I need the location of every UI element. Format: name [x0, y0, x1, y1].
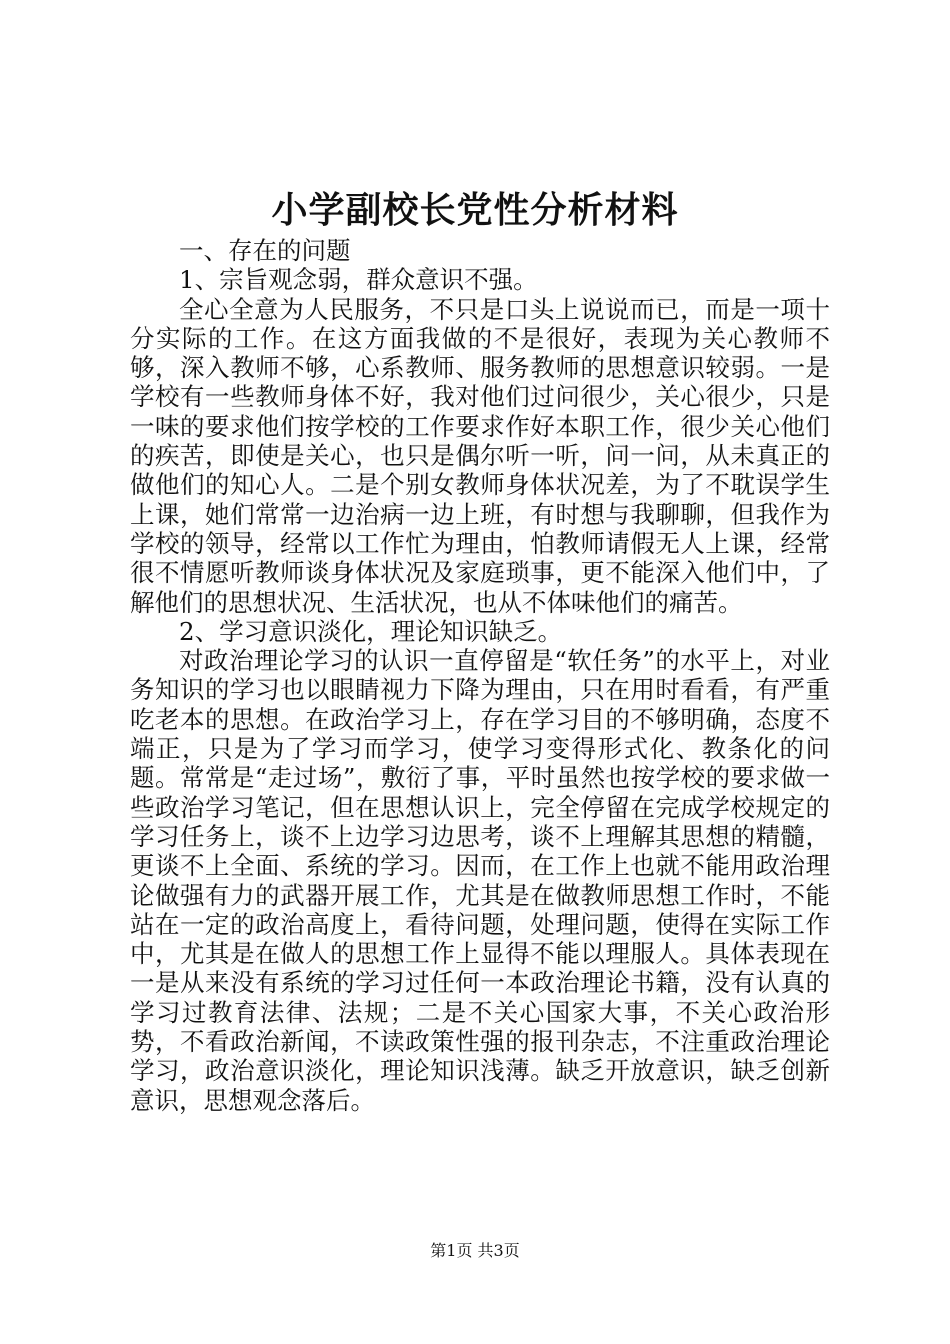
document-title: 小学副校长党性分析材料	[271, 189, 679, 231]
section-heading: 一、存在的问题	[179, 236, 351, 265]
document-body	[130, 236, 830, 1115]
body-paragraph: 对政治理论学习的认识一直停留是“软任务”的水平上，对业务知识的学习也以眼睛视力下降为理由，只在用时看看，有严重吃老本的思想。在政治学习上，存在学习目的不够明确，态度不端正，只是为了学习而学习，使学习变得形式化、教条化的问题。常常是“走过场”，敷衍了事，平时虽然也按学校的要求做一些政治学习笔记，但在思想认识上，完全停留在完成学校规定的学习任务上，谈不上边学习边思考，谈不上理解其思想的精髓，更谈不上全面、系统的学习。因而，在工作上也就不能用政治理论做强有力的武器开展工作，尤其是在做教师思想工作时，不能站在一定的政治高度上，看待问题，处理问题，使得在实际工作中，尤其是在做人的思想工作上显得不能以理服人。具体表现在一是从来没有系统的学习过任何一本政治理论书籍，没有认真的学习过教育法律、法规；二是不关心国家大事，不关心政治形势，不看政治新闻，不读政策性强的报刊杂志，不注重政治理论学习，政治意识淡化，理论知识浅薄。缺乏开放意识，缺乏创新意识，思想观念落后。	[130, 646, 830, 1115]
body-paragraph: 全心全意为人民服务，不只是口头上说说而已，而是一项十分实际的工作。在这方面我做的不是很好，表现为关心教师不够，深入教师不够，心系教师、服务教师的思想意识较弱。一是学校有一些教师身体不好，我对他们过问很少，关心很少，只是一味的要求他们按学校的工作要求作好本职工作，很少关心他们的疾苦，即使是关心，也只是偶尔听一听，问一问，从未真正的做他们的知心人。二是个别女教师身体状况差，为了不耽误学生上课，她们常常一边治病一边上班，有时想与我聊聊，但我作为学校的领导，经常以工作忙为理由，怕教师请假无人上课，经常很不情愿听教师谈身体状况及家庭琐事，更不能深入他们中，了解他们的思想状况、生活状况，也从不体味他们的痛苦。	[130, 294, 830, 617]
page-footer: 第1页 共3页	[430, 1241, 520, 1260]
subsection-heading: 2、学习意识淡化，理论知识缺乏。	[179, 616, 563, 646]
subsection-heading: 1、宗旨观念弱，群众意识不强。	[179, 265, 538, 295]
